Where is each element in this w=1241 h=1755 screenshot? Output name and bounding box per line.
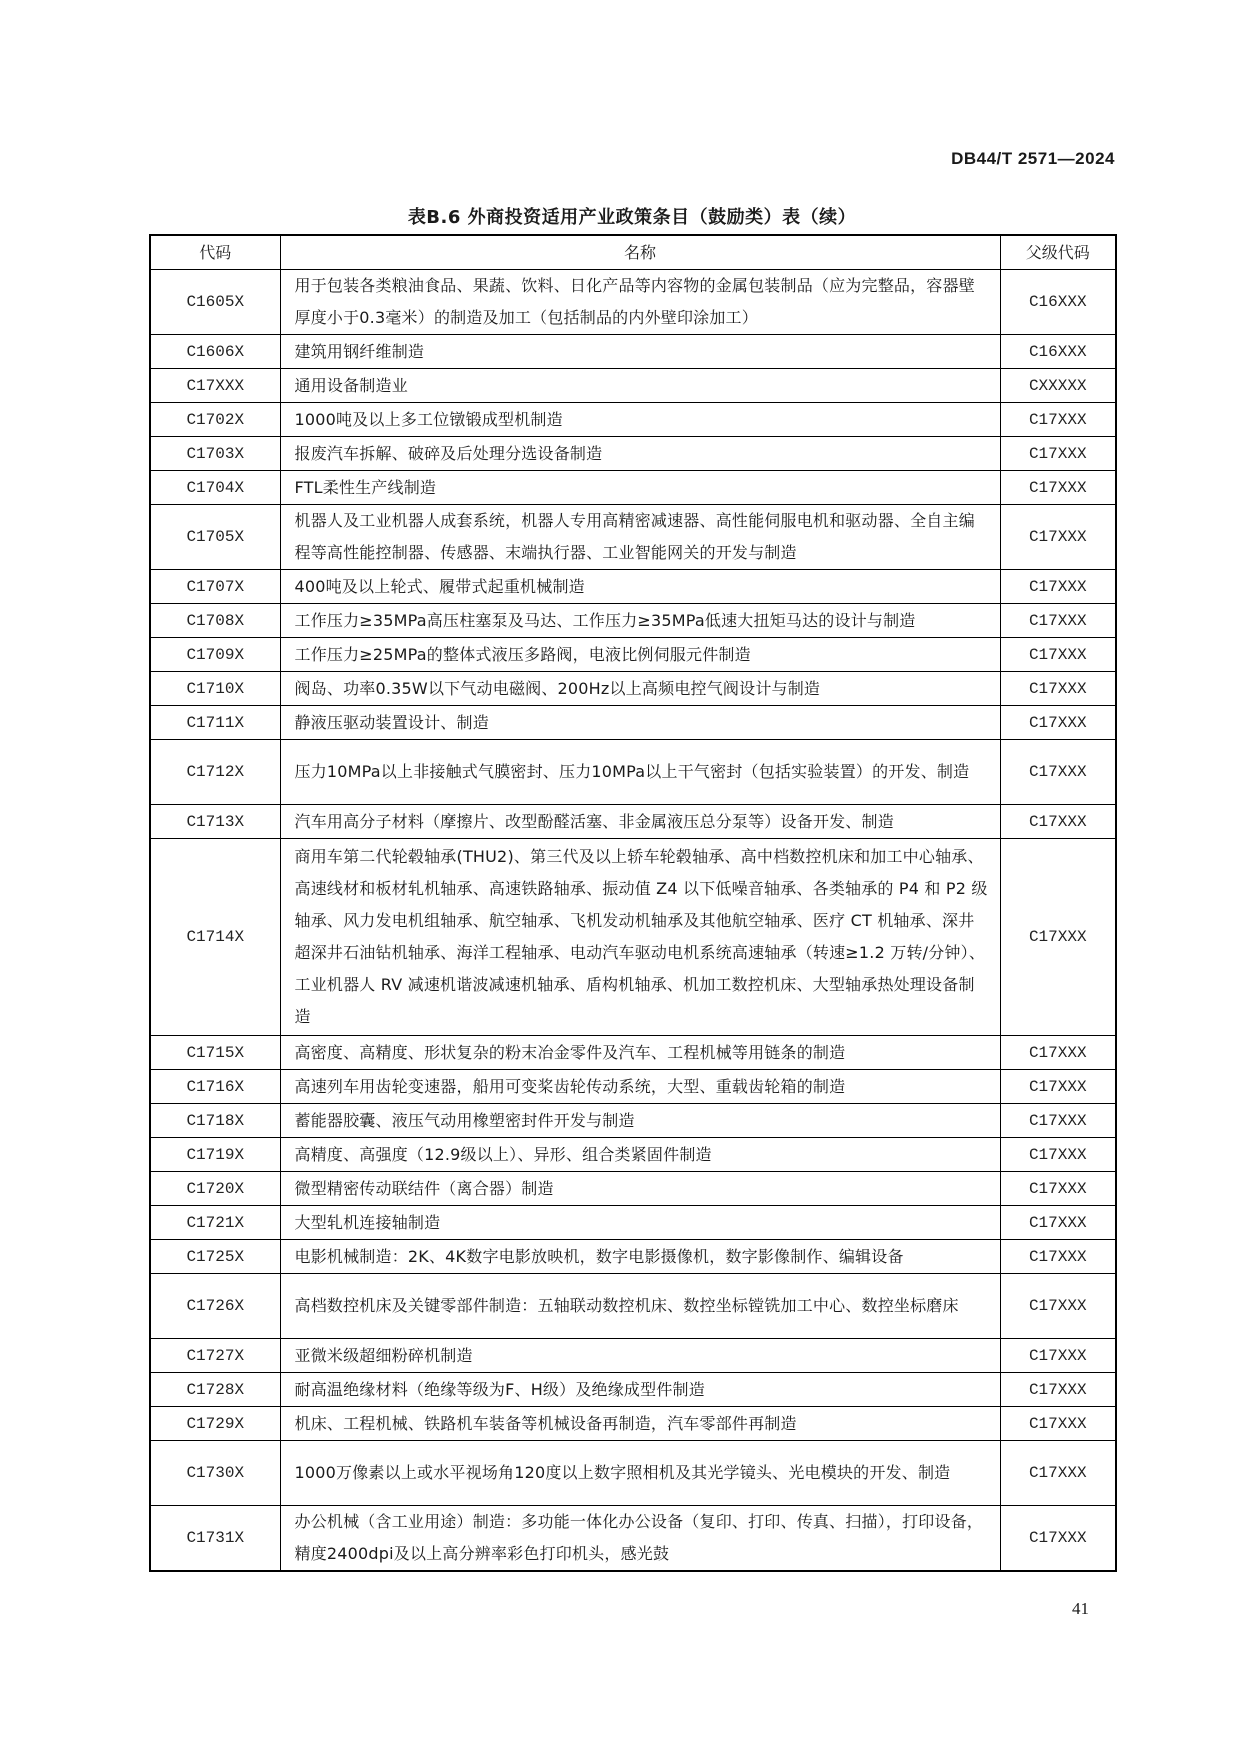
- row-name: 电影机械制造：2K、4K数字电影放映机，数字电影摄像机，数字影像制作、编辑设备: [280, 1240, 1000, 1274]
- row-code: C1606X: [150, 335, 280, 369]
- table-row: [150, 1339, 1116, 1373]
- row-parent-code: C17XXX: [1000, 1070, 1116, 1104]
- row-parent-code: C17XXX: [1000, 1172, 1116, 1206]
- row-code: C17XXX: [150, 369, 280, 403]
- row-code: C1712X: [150, 740, 280, 805]
- header-code: 代码: [150, 235, 280, 270]
- table-row: [150, 570, 1116, 604]
- row-code: C1708X: [150, 604, 280, 638]
- row-code: C1718X: [150, 1104, 280, 1138]
- table-title: 表B.6 外商投资适用产业政策条目（鼓励类）表（续）: [407, 207, 857, 228]
- row-code: C1727X: [150, 1339, 280, 1373]
- row-parent-code: C16XXX: [1000, 335, 1116, 369]
- row-name: 高速列车用齿轮变速器，船用可变桨齿轮传动系统，大型、重载齿轮箱的制造: [280, 1070, 1000, 1104]
- row-name: 耐高温绝缘材料（绝缘等级为F、H级）及绝缘成型件制造: [280, 1373, 1000, 1407]
- row-code: C1730X: [150, 1441, 280, 1506]
- row-parent-code: C17XXX: [1000, 706, 1116, 740]
- header-parent-code: 父级代码: [1000, 235, 1116, 270]
- row-name: 高密度、高精度、形状复杂的粉末冶金零件及汽车、工程机械等用链条的制造: [280, 1036, 1000, 1070]
- table-row: [150, 505, 1116, 570]
- table-header-row: [150, 235, 1116, 270]
- row-name: 报废汽车拆解、破碎及后处理分选设备制造: [280, 437, 1000, 471]
- row-name: 高档数控机床及关键零部件制造：五轴联动数控机床、数控坐标镗铣加工中心、数控坐标磨床: [280, 1274, 1000, 1339]
- row-parent-code: C17XXX: [1000, 1206, 1116, 1240]
- row-parent-code: C17XXX: [1000, 839, 1116, 1036]
- row-name: 高精度、高强度（12.9级以上）、异形、组合类紧固件制造: [280, 1138, 1000, 1172]
- row-name: 工作压力≥25MPa的整体式液压多路阀，电液比例伺服元件制造: [280, 638, 1000, 672]
- row-code: C1710X: [150, 672, 280, 706]
- row-name: 办公机械（含工业用途）制造：多功能一体化办公设备（复印、打印、传真、扫描），打印设备，精度2400dpi及以上高分辨率彩色打印机头，感光鼓: [280, 1506, 1000, 1572]
- row-parent-code: C17XXX: [1000, 604, 1116, 638]
- row-name: 阀岛、功率0.35W以下气动电磁阀、200Hz以上高频电控气阀设计与制造: [280, 672, 1000, 706]
- row-parent-code: C17XXX: [1000, 1506, 1116, 1572]
- row-parent-code: C17XXX: [1000, 1104, 1116, 1138]
- table-row: [150, 1206, 1116, 1240]
- row-name: 静液压驱动装置设计、制造: [280, 706, 1000, 740]
- table-row: [150, 1373, 1116, 1407]
- table-row: [150, 1407, 1116, 1441]
- table-row: [150, 1274, 1116, 1339]
- row-name: 汽车用高分子材料（摩擦片、改型酚醛活塞、非金属液压总分泵等）设备开发、制造: [280, 805, 1000, 839]
- row-parent-code: C17XXX: [1000, 1274, 1116, 1339]
- row-parent-code: C17XXX: [1000, 437, 1116, 471]
- row-parent-code: C17XXX: [1000, 1373, 1116, 1407]
- row-parent-code: C17XXX: [1000, 505, 1116, 570]
- header-name: 名称: [280, 235, 1000, 270]
- row-parent-code: C17XXX: [1000, 638, 1116, 672]
- row-parent-code: C17XXX: [1000, 1441, 1116, 1506]
- row-name: 工作压力≥35MPa高压柱塞泵及马达、工作压力≥35MPa低速大扭矩马达的设计与制造: [280, 604, 1000, 638]
- row-code: C1715X: [150, 1036, 280, 1070]
- row-code: C1711X: [150, 706, 280, 740]
- row-name: FTL柔性生产线制造: [280, 471, 1000, 505]
- table-row: [150, 1172, 1116, 1206]
- row-name: 机床、工程机械、铁路机车装备等机械设备再制造，汽车零部件再制造: [280, 1407, 1000, 1441]
- row-code: C1707X: [150, 570, 280, 604]
- table-row: [150, 839, 1116, 1036]
- row-code: C1705X: [150, 505, 280, 570]
- row-code: C1728X: [150, 1373, 280, 1407]
- table-row: [150, 369, 1116, 403]
- table-row: [150, 805, 1116, 839]
- table-row: [150, 270, 1116, 335]
- row-parent-code: C17XXX: [1000, 672, 1116, 706]
- row-parent-code: C17XXX: [1000, 570, 1116, 604]
- row-name: 通用设备制造业: [280, 369, 1000, 403]
- row-code: C1731X: [150, 1506, 280, 1572]
- document-id: DB44/T 2571—2024: [951, 149, 1115, 168]
- row-code: C1605X: [150, 270, 280, 335]
- row-name: 亚微米级超细粉碎机制造: [280, 1339, 1000, 1373]
- table-row: [150, 638, 1116, 672]
- row-name: 用于包装各类粮油食品、果蔬、饮料、日化产品等内容物的金属包装制品（应为完整品，容器壁厚度小于0.3毫米）的制造及加工（包括制品的内外壁印涂加工）: [280, 270, 1000, 335]
- row-code: C1719X: [150, 1138, 280, 1172]
- table-row: [150, 740, 1116, 805]
- row-code: C1714X: [150, 839, 280, 1036]
- row-code: C1702X: [150, 403, 280, 437]
- row-name: 机器人及工业机器人成套系统，机器人专用高精密减速器、高性能伺服电机和驱动器、全自主编程等高性能控制器、传感器、末端执行器、工业智能网关的开发与制造: [280, 505, 1000, 570]
- row-name: 微型精密传动联结件（离合器）制造: [280, 1172, 1000, 1206]
- row-code: C1716X: [150, 1070, 280, 1104]
- row-parent-code: C17XXX: [1000, 740, 1116, 805]
- table-row: [150, 1104, 1116, 1138]
- table-row: [150, 1441, 1116, 1506]
- row-code: C1729X: [150, 1407, 280, 1441]
- row-code: C1703X: [150, 437, 280, 471]
- row-code: C1713X: [150, 805, 280, 839]
- table-row: [150, 1036, 1116, 1070]
- row-code: C1709X: [150, 638, 280, 672]
- table-row: [150, 335, 1116, 369]
- row-parent-code: C17XXX: [1000, 1407, 1116, 1441]
- table-row: [150, 672, 1116, 706]
- table-row: [150, 437, 1116, 471]
- row-parent-code: C17XXX: [1000, 805, 1116, 839]
- row-name: 1000万像素以上或水平视场角120度以上数字照相机及其光学镜头、光电模块的开发、制造: [280, 1441, 1000, 1506]
- row-name: 压力10MPa以上非接触式气膜密封、压力10MPa以上干气密封（包括实验装置）的开发、制造: [280, 740, 1000, 805]
- row-parent-code: CXXXXX: [1000, 369, 1116, 403]
- table-row: [150, 1138, 1116, 1172]
- row-name: 商用车第二代轮毂轴承(THU2)、第三代及以上轿车轮毂轴承、高中档数控机床和加工中心轴承、高速线材和板材轧机轴承、高速铁路轴承、振动值 Z4 以下低噪音轴承、各类轴承的 P4 和 P2 级轴承、风力发电机组轴承、航空轴承、飞机发动机轴承及其他航空轴承、医疗 CT 机轴承、深井超深井石油钻机轴承、海洋工程轴承、电动汽车驱动电机系统高速轴承（转速≥1.2 万转/分钟）、工业机器人 RV 减速机谐波减速机轴承、盾构机轴承、机加工数控机床、大型轴承热处理设备制造: [280, 839, 1000, 1036]
- row-parent-code: C17XXX: [1000, 1036, 1116, 1070]
- page-number: 41: [1072, 1599, 1089, 1618]
- row-name: 1000吨及以上多工位镦锻成型机制造: [280, 403, 1000, 437]
- row-name: 400吨及以上轮式、履带式起重机械制造: [280, 570, 1000, 604]
- row-name: 蓄能器胶囊、液压气动用橡塑密封件开发与制造: [280, 1104, 1000, 1138]
- row-code: C1726X: [150, 1274, 280, 1339]
- table-row: [150, 471, 1116, 505]
- row-code: C1721X: [150, 1206, 280, 1240]
- row-code: C1704X: [150, 471, 280, 505]
- table-row: [150, 403, 1116, 437]
- row-name: 大型轧机连接轴制造: [280, 1206, 1000, 1240]
- table-row: [150, 604, 1116, 638]
- table-row: [150, 706, 1116, 740]
- row-parent-code: C17XXX: [1000, 403, 1116, 437]
- row-parent-code: C17XXX: [1000, 1138, 1116, 1172]
- row-parent-code: C17XXX: [1000, 1240, 1116, 1274]
- policy-table: [149, 234, 1117, 1572]
- row-parent-code: C16XXX: [1000, 270, 1116, 335]
- table-row: [150, 1070, 1116, 1104]
- table-row: [150, 1240, 1116, 1274]
- row-parent-code: C17XXX: [1000, 1339, 1116, 1373]
- row-name: 建筑用钢纤维制造: [280, 335, 1000, 369]
- table-row: [150, 1506, 1116, 1572]
- row-code: C1720X: [150, 1172, 280, 1206]
- row-code: C1725X: [150, 1240, 280, 1274]
- row-parent-code: C17XXX: [1000, 471, 1116, 505]
